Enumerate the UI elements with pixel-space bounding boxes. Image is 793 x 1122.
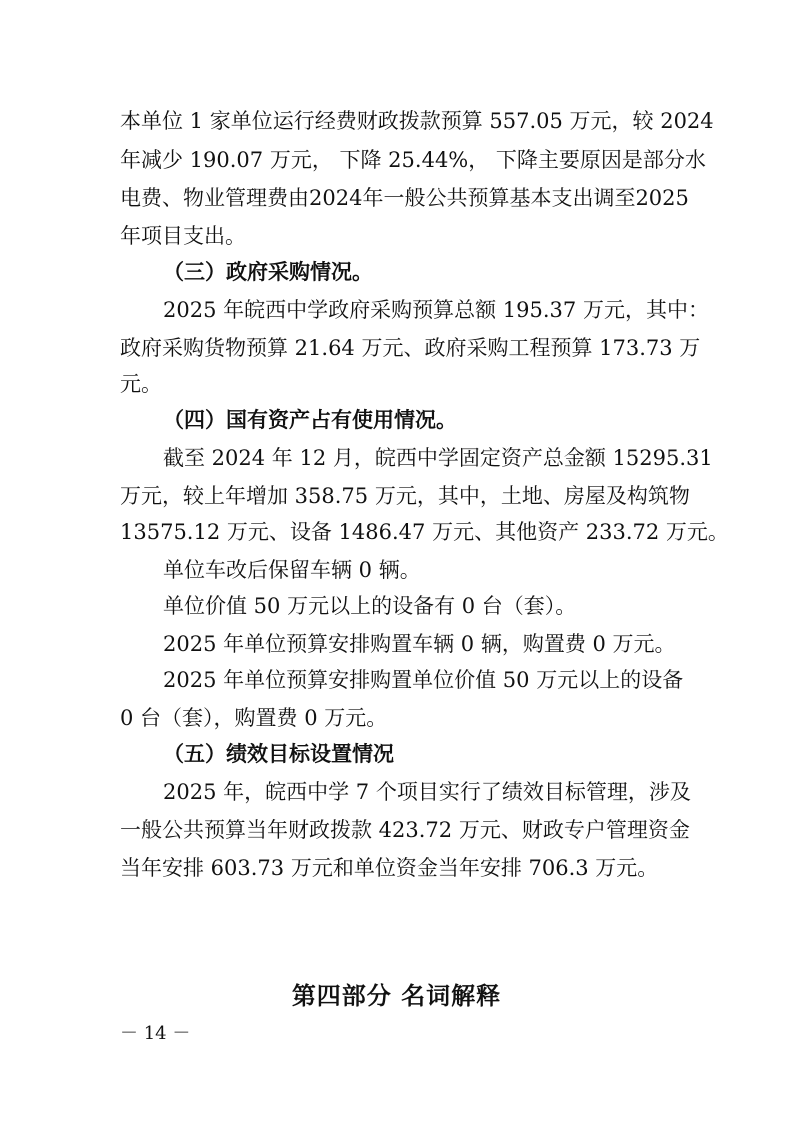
text-line: 0 台（套），购置费 0 万元。: [120, 706, 388, 730]
text-line: 当年安排 603.73 万元和单位资金当年安排 706.3 万元。: [120, 856, 659, 880]
text-line: 年减少 190.07 万元， 下降 25.44%， 下降主要原因是部分水: [120, 148, 706, 172]
text-line: 2025 年皖西中学政府采购预算总额 195.37 万元，其中：: [163, 298, 709, 322]
text-line: 年项目支出。: [120, 224, 246, 248]
section-heading-procurement: （三）政府采购情况。: [163, 260, 373, 284]
text-line: 2025 年单位预算安排购置单位价值 50 万元以上的设备: [163, 668, 684, 692]
section-heading-performance: （五）绩效目标设置情况: [163, 742, 394, 766]
section-heading-assets: （四）国有资产占有使用情况。: [163, 408, 457, 432]
text-line: 电费、物业管理费由2024年一般公共预算基本支出调至2025: [120, 186, 689, 210]
text-line: 13575.12 万元、设备 1486.47 万元、其他资产 233.72 万元。: [120, 520, 729, 544]
paragraph-vehicles: 单位车改后保留车辆 0 辆。: [163, 558, 421, 582]
paragraph-equipment-over-50: 单位价值 50 万元以上的设备有 0 台（套）。: [163, 594, 577, 618]
text-line: 万元，较上年增加 358.75 万元，其中，土地、房屋及构筑物: [120, 484, 690, 508]
text-line: 一般公共预算当年财政拨款 423.72 万元、财政专户管理资金: [120, 818, 690, 842]
part-title: 第四部分 名词解释: [291, 982, 502, 1010]
paragraph-vehicle-purchase: 2025 年单位预算安排购置车辆 0 辆，购置费 0 万元。: [163, 632, 676, 656]
text-line: 本单位 1 家单位运行经费财政拨款预算 557.05 万元，较 2024: [120, 109, 714, 133]
text-line: 政府采购货物预算 21.64 万元、政府采购工程预算 173.73 万: [120, 336, 701, 360]
text-line: 截至 2024 年 12 月，皖西中学固定资产总金额 15295.31: [163, 446, 713, 470]
page-number: － 14 －: [120, 1023, 191, 1044]
text-line: 2025 年，皖西中学 7 个项目实行了绩效目标管理，涉及: [163, 780, 691, 804]
text-line: 元。: [120, 372, 162, 396]
